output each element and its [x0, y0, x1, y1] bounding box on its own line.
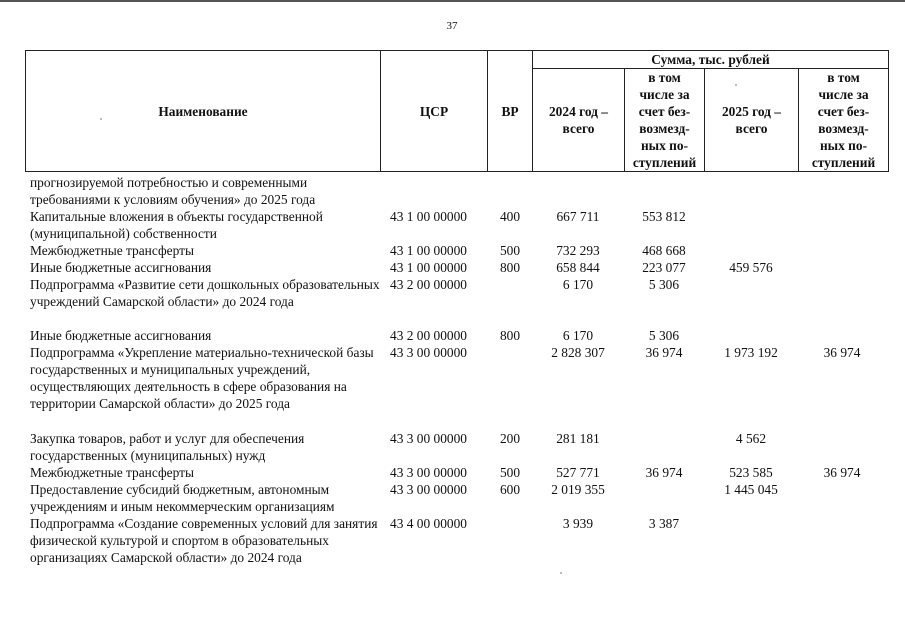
header-2024-free: в том числе за счет без- возмезд- ных по- ступлений — [632, 70, 697, 170]
row-2025-total: 523 585 — [729, 465, 773, 480]
header-2025-free: в том числе за счет без- возмезд- ных по- ступлений — [811, 70, 876, 170]
row-2025-total: 1 973 192 — [724, 345, 778, 360]
row-csr: 43 1 00 00000 — [390, 243, 467, 258]
row-2024-free: 5 306 — [648, 277, 680, 292]
row-name: Подпрограмма «Укрепление материально-технической базы государственных и муниципальных учреждений, осуществляющих деятельность в сфере образования на территории Самарской области» до 2025 года — [30, 345, 374, 411]
row-vr: 600 — [499, 482, 521, 497]
row-name: Иные бюджетные ассигнования — [30, 328, 212, 343]
row-2024-total: 2 019 355 — [551, 482, 605, 497]
row-2025-total: 1 445 045 — [724, 482, 778, 497]
row-2024-total: 658 844 — [556, 260, 600, 275]
page-top-edge — [0, 0, 905, 2]
scan-speck — [100, 118, 102, 120]
row-name: прогнозируемой потребностью и современными требованиями к условиям обучения» до 2025 года — [30, 175, 316, 207]
row-name: Межбюджетные трансферты — [30, 465, 194, 480]
page-number: 37 — [446, 20, 458, 32]
row-2024-free: 3 387 — [648, 516, 680, 531]
row-csr: 43 3 00 00000 — [390, 465, 467, 480]
row-2024-total: 2 828 307 — [551, 345, 605, 360]
row-2025-free: 36 974 — [823, 345, 861, 360]
row-2024-free: 468 668 — [642, 243, 686, 258]
row-vr: 400 — [499, 209, 521, 224]
row-2025-free: 36 974 — [823, 465, 861, 480]
row-name: Предоставление субсидий бюджетным, автономным учреждениям и иным некоммерческим организациям — [30, 482, 335, 514]
row-2024-total: 667 711 — [556, 209, 600, 224]
row-2024-free: 36 974 — [645, 465, 683, 480]
row-name: Закупка товаров, работ и услуг для обеспечения государственных (муниципальных) нужд — [30, 431, 305, 463]
row-vr: 200 — [499, 431, 521, 446]
header-csr: ЦСР — [419, 104, 449, 119]
row-name: Иные бюджетные ассигнования — [30, 260, 212, 275]
header-2024-total: 2024 год – всего — [548, 104, 608, 136]
row-csr: 43 3 00 00000 — [390, 345, 467, 360]
row-2024-total: 6 170 — [562, 328, 594, 343]
row-vr: 800 — [499, 328, 521, 343]
header-vr: ВР — [501, 104, 519, 119]
row-2025-total: 4 562 — [735, 431, 767, 446]
scan-speck — [735, 84, 737, 86]
row-name: Подпрограмма «Развитие сети дошкольных образовательных учреждений Самарской области» до 2024 года — [30, 277, 380, 309]
row-csr: 43 2 00 00000 — [390, 277, 467, 292]
row-csr: 43 2 00 00000 — [390, 328, 467, 343]
header-border-right — [888, 50, 889, 172]
row-2024-total: 281 181 — [556, 431, 600, 446]
row-csr: 43 4 00 00000 — [390, 516, 467, 531]
row-vr: 500 — [499, 465, 521, 480]
row-2024-total: 6 170 — [562, 277, 594, 292]
row-2024-free: 5 306 — [648, 328, 680, 343]
row-csr: 43 3 00 00000 — [390, 431, 467, 446]
header-sum-group: Сумма, тыс. рублей — [651, 52, 770, 67]
row-csr: 43 1 00 00000 — [390, 209, 467, 224]
row-name: Подпрограмма «Создание современных условий для занятия физической культурой и спортом в образовательных организациях Самарской области» до 2024 года — [30, 516, 378, 565]
row-2024-total: 3 939 — [562, 516, 594, 531]
row-2024-total: 732 293 — [556, 243, 600, 258]
header-bottom-border — [25, 171, 889, 172]
row-name: Межбюджетные трансферты — [30, 243, 194, 258]
row-csr: 43 3 00 00000 — [390, 482, 467, 497]
row-2025-total: 459 576 — [729, 260, 773, 275]
row-vr: 800 — [499, 260, 521, 275]
header-name: Наименование — [158, 104, 248, 119]
row-csr: 43 1 00 00000 — [390, 260, 467, 275]
row-2024-free: 36 974 — [645, 345, 683, 360]
scan-speck — [560, 572, 562, 574]
row-name: Капитальные вложения в объекты государственной (муниципальной) собственности — [30, 209, 323, 241]
row-vr: 500 — [499, 243, 521, 258]
row-2024-total: 527 771 — [556, 465, 600, 480]
row-2024-free: 223 077 — [642, 260, 686, 275]
header-2025-total: 2025 год – всего — [721, 104, 781, 136]
row-2024-free: 553 812 — [642, 209, 686, 224]
